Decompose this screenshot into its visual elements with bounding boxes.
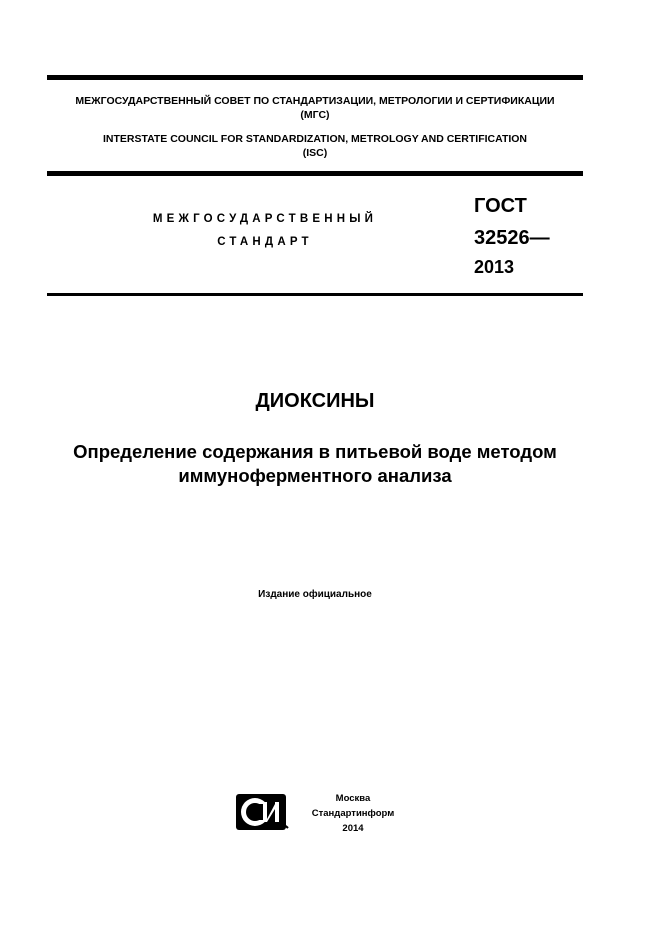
standard-type-line1: МЕЖГОСУДАРСТВЕННЫЙ [152,213,378,225]
imprint-publisher: Стандартинформ [311,808,395,819]
middle-rule [47,171,583,176]
gost-number: 32526— [474,227,550,249]
council-name-en [47,132,583,160]
council-abbr-en: (ISC) [302,147,328,159]
edition-note: Издание официальное [258,589,372,600]
council-name-ru-line1: МЕЖГОСУДАРСТВЕННЫЙ СОВЕТ ПО СТАНДАРТИЗАЦИИ, МЕТРОЛОГИИ И СЕРТИФИКАЦИИ [75,95,555,107]
gost-year: 2013 [474,257,515,277]
bottom-rule [47,293,583,296]
document-title: ДИОКСИНЫ [255,390,375,412]
imprint-year: 2014 [342,823,364,834]
top-rule [47,75,583,80]
document-subtitle-line2: иммуноферментного анализа [178,465,452,486]
council-name-ru [47,94,583,122]
document-subtitle-line1: Определение содержания в питьевой воде методом [73,441,557,462]
standard-type-line2: СТАНДАРТ [217,236,313,248]
imprint-city: Москва [335,793,371,804]
standartinform-logo-icon [235,792,289,832]
council-name-en-line1: INTERSTATE COUNCIL FOR STANDARDIZATION, METROLOGY AND CERTIFICATION [102,133,528,145]
council-abbr-ru: (МГС) [300,109,330,121]
gost-label: ГОСТ [474,195,527,217]
